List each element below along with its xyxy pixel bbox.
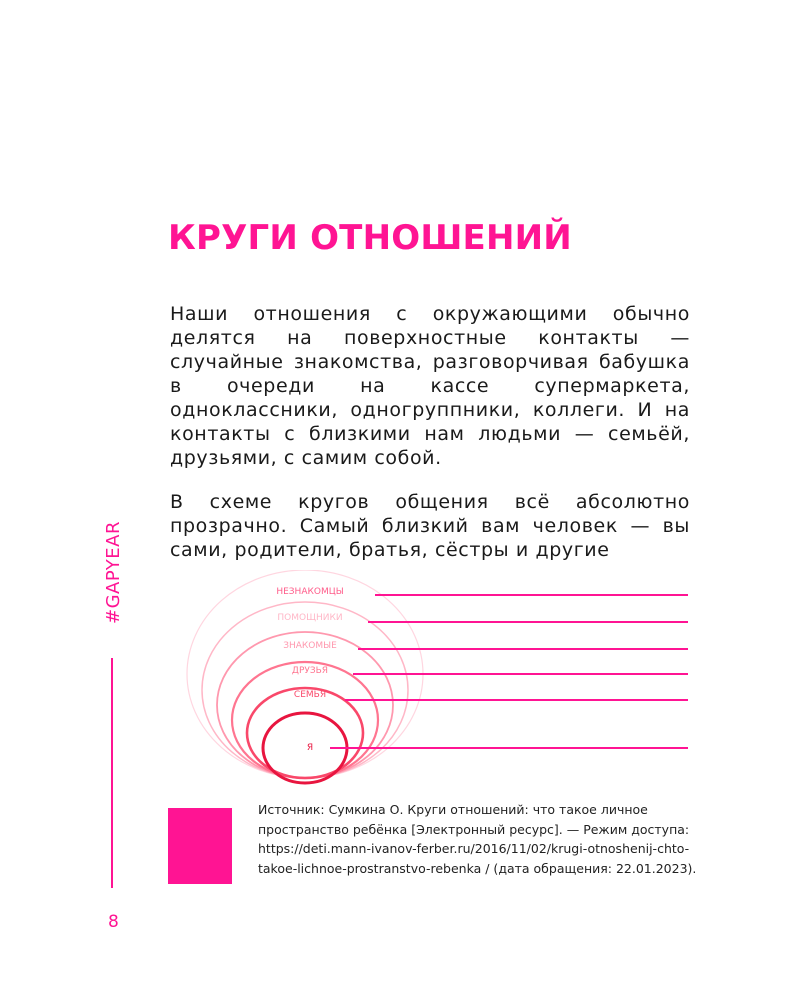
page-number: 8 [108,912,119,932]
side-divider [111,658,113,888]
side-tag: #GAPYEAR [103,521,124,624]
circle-acquaintances [217,632,393,778]
circles-group [187,570,423,783]
label-acquaintances: ЗНАКОМЫЕ [283,641,337,651]
page-title: КРУГИ ОТНОШЕНИЙ [168,218,572,258]
circle-family [247,688,363,778]
label-self: Я [306,743,314,753]
source-citation: Источник: Сумкина О. Круги отношений: что такое личное пространство ребёнка [Электронный ресурс]. — Режим доступа: https://deti.mann-ivanov-ferber.ru/2016/11/02/krugi-otnoshenij-chto-takoe-lichnoe-prostranstvo-rebenka / (дата обращения: 22.01.2023). [258,802,697,876]
circle-friends [232,662,378,778]
label-friends: ДРУЗЬЯ [291,666,329,676]
circle-labels [276,587,343,753]
paragraph-intro: Наши отношения с окружающими обычно делятся на поверхностные контакты — случайные знакомства, разговорчивая бабушка в очереди на кассе супермаркета, одноклассники, одногруппники, коллеги. И на контакты с близкими нам людьми — семьёй, друзьями, с самим собой. [170,303,690,469]
relationship-circles-diagram [170,570,700,790]
label-strangers: НЕЗНАКОМЦЫ [276,587,344,597]
accent-box [168,808,232,884]
label-family: СЕМЬЯ [293,690,327,700]
paragraph-circles: В схеме кругов общения всё абсолютно прозрачно. Самый близкий вам человек — вы сами, родители, братья, сёстры и другие [170,491,690,561]
label-helpers: ПОМОЩНИКИ [277,613,343,623]
